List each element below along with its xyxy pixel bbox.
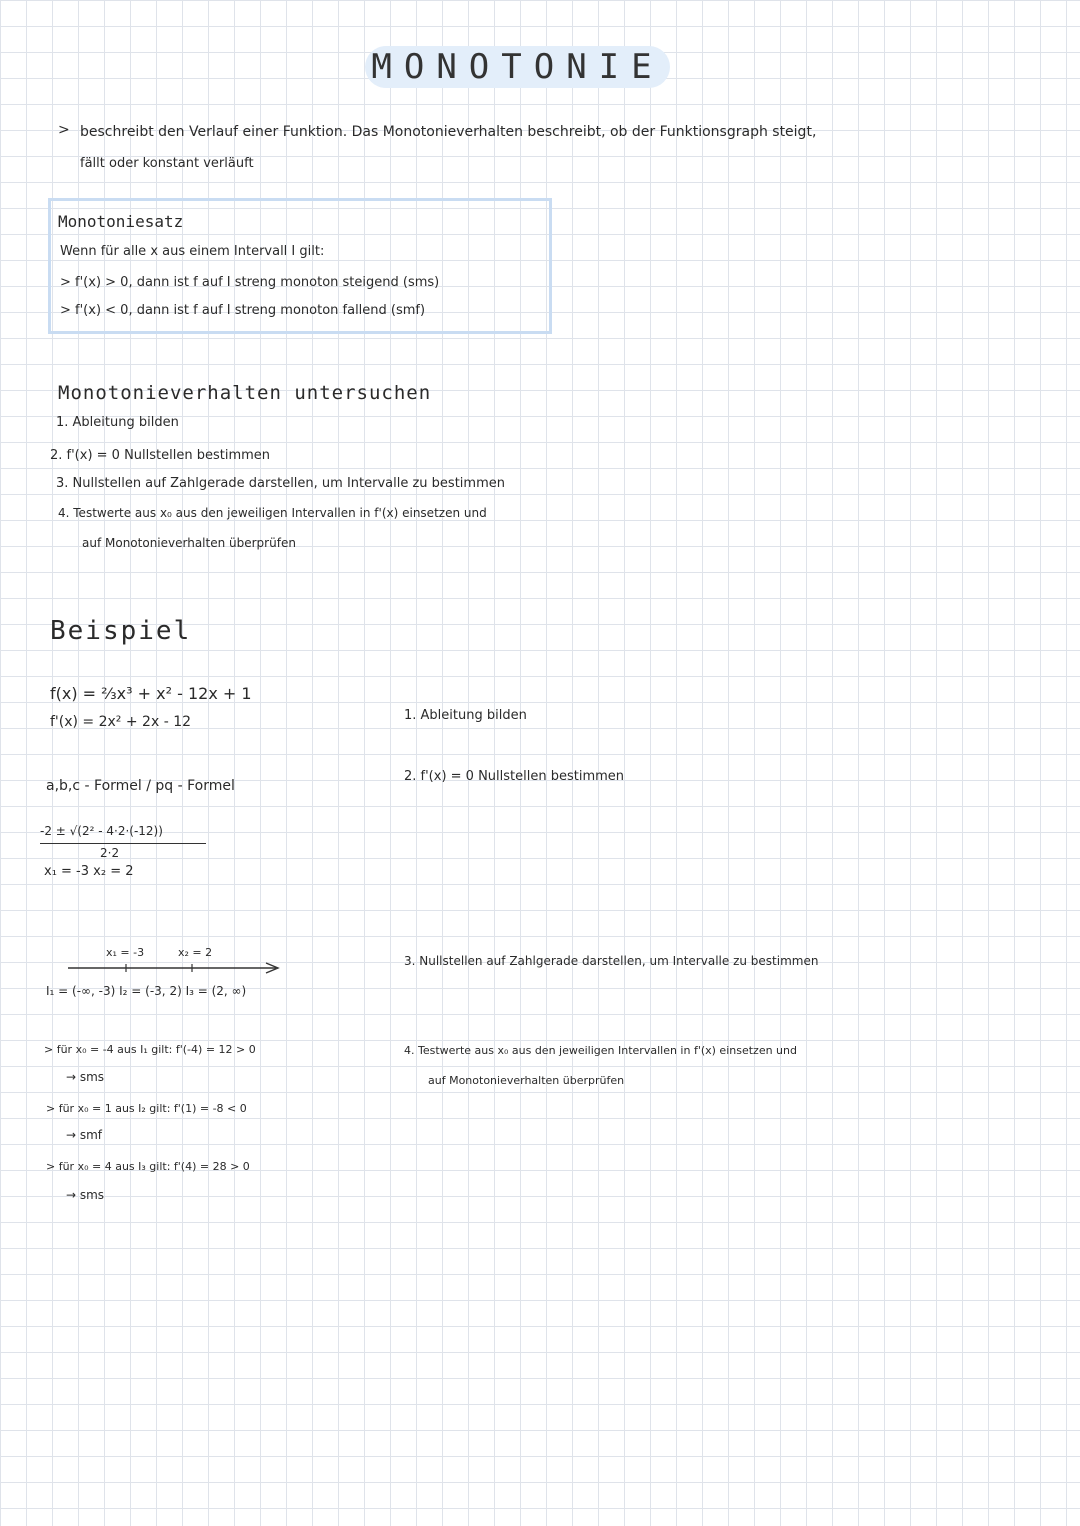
beispiel-heading: Beispiel <box>50 616 192 646</box>
page-title: MONOTONIE <box>371 47 664 87</box>
side-step-4-cont: auf Monotonieverhalten überprüfen <box>428 1074 625 1087</box>
test-2: > für x₀ = 1 aus I₂ gilt: f'(1) = -8 < 0 <box>46 1102 247 1115</box>
side-step-4: 4. Testwerte aus x₀ aus den jeweiligen Intervallen in f'(x) einsetzen und <box>404 1044 797 1057</box>
axis-label-x2: x₂ = 2 <box>178 946 213 959</box>
fraction-denominator: 2·2 <box>100 846 120 860</box>
test-3: > für x₀ = 4 aus I₃ gilt: f'(4) = 28 > 0 <box>46 1160 250 1173</box>
monotoniesatz-intro: Wenn für alle x aus einem Intervall I gilt: <box>60 244 325 259</box>
function-f: f(x) = ⅔x³ + x² - 12x + 1 <box>50 684 252 703</box>
result-3: → sms <box>66 1188 105 1202</box>
untersuchen-step-4: 4. Testwerte aus x₀ aus den jeweiligen Intervallen in f'(x) einsetzen und <box>58 506 487 520</box>
result-1: → sms <box>66 1070 105 1084</box>
fraction-numerator: -2 ± √(2² - 4·2·(-12)) <box>40 824 163 838</box>
side-step-1: 1. Ableitung bilden <box>404 708 527 723</box>
untersuchen-heading: Monotonieverhalten untersuchen <box>58 382 432 404</box>
axis-label-x1: x₁ = -3 <box>106 946 145 959</box>
result-2: → smf <box>66 1128 103 1142</box>
function-f-prime: f'(x) = 2x² + 2x - 12 <box>50 714 192 730</box>
untersuchen-step-3: 3. Nullstellen auf Zahlgerade darstellen, um Intervalle zu bestimmen <box>56 476 505 491</box>
side-step-2: 2. f'(x) = 0 Nullstellen bestimmen <box>404 769 625 784</box>
untersuchen-step-2: 2. f'(x) = 0 Nullstellen bestimmen <box>50 448 271 463</box>
side-step-3: 3. Nullstellen auf Zahlgerade darstellen, um Intervalle zu bestimmen <box>404 954 819 968</box>
intro-line-2: fällt oder konstant verläuft <box>80 156 254 171</box>
intro-bullet: > <box>58 122 70 138</box>
monotoniesatz-rule-2: > f'(x) < 0, dann ist f auf I streng monoton fallend (smf) <box>60 303 426 318</box>
test-1: > für x₀ = -4 aus I₁ gilt: f'(-4) = 12 > 0 <box>44 1043 256 1056</box>
intro-line-1: beschreibt den Verlauf einer Funktion. Das Monotonieverhalten beschreibt, ob der Funktionsgraph steigt, <box>80 124 817 140</box>
intervals: I₁ = (-∞, -3) I₂ = (-3, 2) I₃ = (2, ∞) <box>46 984 247 998</box>
untersuchen-step-1: 1. Ableitung bilden <box>56 415 179 430</box>
number-line <box>66 958 286 978</box>
fraction-bar <box>40 843 206 844</box>
formula-name: a,b,c - Formel / pq - Formel <box>46 778 235 794</box>
roots: x₁ = -3 x₂ = 2 <box>44 864 134 879</box>
monotoniesatz-heading: Monotoniesatz <box>58 212 184 231</box>
untersuchen-step-4-cont: auf Monotonieverhalten überprüfen <box>82 536 296 550</box>
monotoniesatz-rule-1: > f'(x) > 0, dann ist f auf I streng monoton steigend (sms) <box>60 275 440 290</box>
title-banner <box>365 46 670 88</box>
